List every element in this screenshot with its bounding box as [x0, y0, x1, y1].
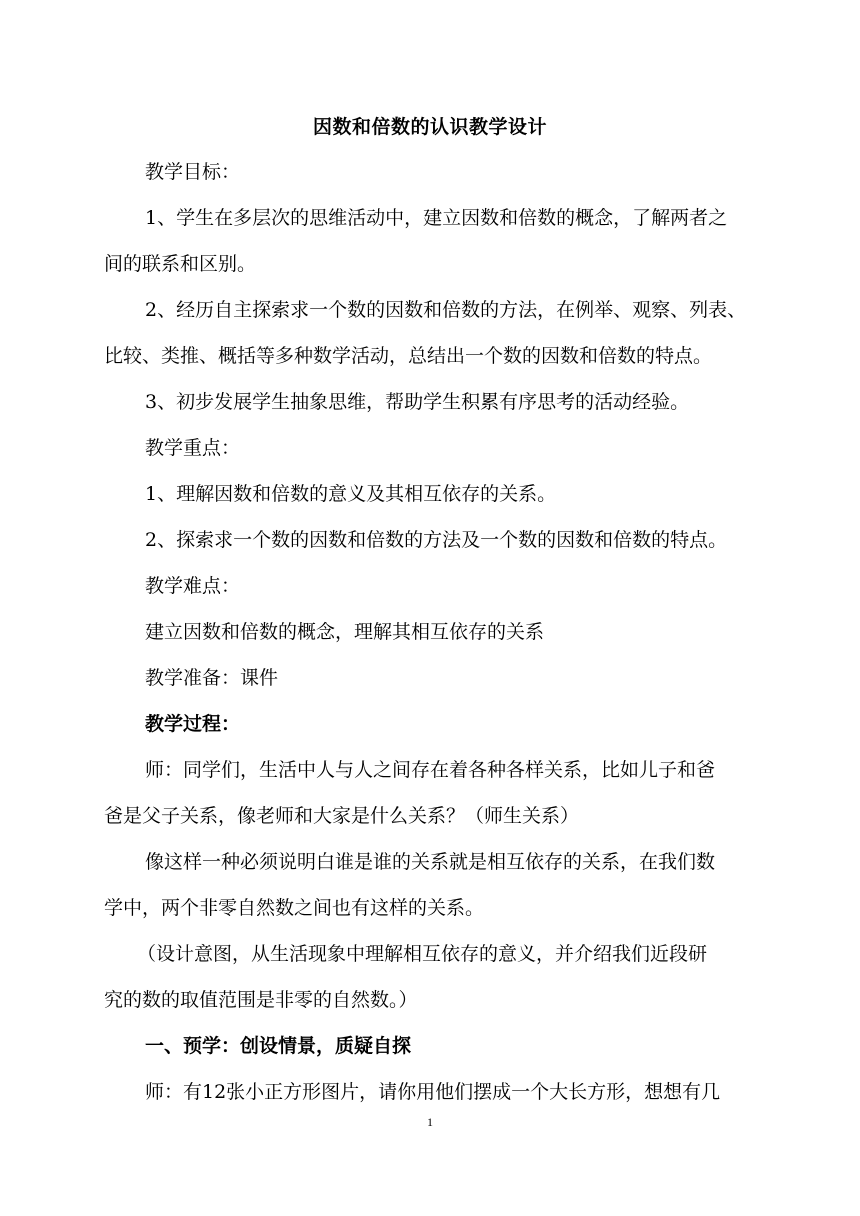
paragraph-line: 建立因数和倍数的概念，理解其相互依存的关系 — [145, 621, 545, 643]
document-title: 因数和倍数的认识教学设计 — [312, 116, 547, 138]
paragraph-line: 师：有12张小正方形图片，请你用他们摆成一个大长方形，想想有几 — [145, 1081, 721, 1103]
section-heading-difficulties: 教学难点： — [145, 575, 241, 597]
paragraph-line: 学中，两个非零自然数之间也有这样的关系。 — [104, 897, 485, 919]
paragraph-line: 比较、类推、概括等多种数学活动，总结出一个数的因数和倍数的特点。 — [104, 345, 713, 367]
paragraph-line: 师：同学们，生活中人与人之间存在着各种各样关系，比如儿子和爸 — [145, 759, 716, 781]
paragraph-line: 2、经历自主探索求一个数的因数和倍数的方法，在例举、观察、列表、 — [145, 299, 747, 321]
paragraph-line: 间的联系和区别。 — [104, 253, 257, 275]
section-heading-preparation: 教学准备：课件 — [145, 667, 279, 689]
section-heading-objectives: 教学目标： — [145, 161, 241, 183]
section-heading-key-points: 教学重点： — [145, 437, 241, 459]
paragraph-line: 像这样一种必须说明白谁是谁的关系就是相互依存的关系，在我们数 — [145, 851, 716, 873]
paragraph-line: 2、探索求一个数的因数和倍数的方法及一个数的因数和倍数的特点。 — [145, 529, 728, 551]
paragraph-line: 1、理解因数和倍数的意义及其相互依存的关系。 — [145, 483, 557, 505]
page-number: 1 — [427, 1115, 433, 1129]
paragraph-line: 1、学生在多层次的思维活动中，建立因数和倍数的概念，了解两者之 — [145, 207, 728, 229]
paragraph-line: 爸是父子关系，像老师和大家是什么关系？（师生关系） — [104, 805, 580, 827]
section-heading-prestudy: 一、预学：创设情景，质疑自探 — [145, 1035, 412, 1057]
section-heading-process: 教学过程： — [145, 713, 241, 735]
paragraph-line: （设计意图，从生活现象中理解相互依存的意义，并介绍我们近段研 — [137, 943, 708, 965]
paragraph-line: 究的数的取值范围是非零的自然数。） — [104, 989, 418, 1011]
paragraph-line: 3、初步发展学生抽象思维，帮助学生积累有序思考的活动经验。 — [145, 391, 690, 413]
